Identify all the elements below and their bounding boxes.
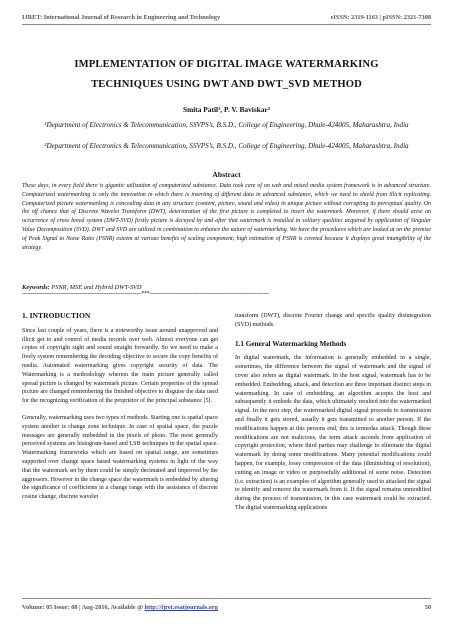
running-header [22, 14, 431, 21]
title-line-2: TECHNIQUES USING DWT AND DWT_SVD METHOD [91, 79, 362, 90]
subsection-heading-general-methods: 1.1 General Watermarking Methods [235, 339, 347, 348]
methods-paragraph-1: In digital watermark, the information is generally embedded in a single, sometimes, the difference between the signal of watermark and the signal of cover also refers as digital watermark. In the host signal, watermark has to be embedded. Embedding, attack, and detection are three important distinct steps in watermarking. In case of embedding, an algorithm accepts the host and subsequently it embeds the data, which ultimately resulted into the watermarked signal. In the next step, the watermarked digital signal proceeds to transmission and finally it gets stored, usually it gets transmitted to another person. If the modifications happen at this persons end, this is termedas attack. Though these modifications are not malicious, the term attack ascends from application of copyright protection, where third parties may challenge to eliminate the digital watermark by doing some modifications. Many potential modifications could happen, for example, lossy compression of the data (diminishing of resolution), cutting an image or video or purposefully additional of some noise. Detection (i.e. extraction) is an examples of algorithm generally used to attacked the signal to identify and remove the watermark from it. If the signal remains unmodified during the process of transmission, in this case watermark could be extracted. The digital watermarking applications [235, 355, 431, 511]
title-line-1: IMPLEMENTATION OF DIGITAL IMAGE WATERMARKING [74, 59, 379, 70]
page-number: 50 [424, 604, 431, 611]
keywords-label: Keywords: [22, 284, 50, 291]
left-column [22, 312, 218, 510]
footer-volume-text: Volume: 05 Issue: 08 | Aug-2016, Available @ [22, 604, 143, 611]
keywords-text: PSNR, MSE and Hybrid DWT-SVD [51, 284, 142, 291]
affiliation-1: ¹Department of Electronics & Telecommunication, SSVPS’s, B.S.D., College of Engineering, Dhule-424005, Maharashtra, India [44, 121, 409, 129]
footer-volume [22, 604, 218, 611]
running-footer [22, 604, 431, 611]
keywords [22, 284, 142, 291]
intro-paragraph-2: Generally, watermarking uses two types of methods. Starting one is spatial space system another is change zone technique. In case of spatial space, the puzzle messages are generally embedded in the pixels of photo. The most generally perceived systems are histogram-based and LSB techniques in the spatial space. Watermarking frameworks which are based on spatial range, are sometimes supported over change space based watermarking systems in light of the way that the watermark set by them could be simply decimated and improved by the aggressors. However in the change space the watermark is embedded by altering the significance of coefficients in a change range with the assistance of discrete cosine change, discrete wavelet [22, 414, 218, 501]
journal-link[interactable]: http://ijret.esatjournals.org [144, 604, 218, 611]
section-separator: ---------------------------------------------------------------------***--------------------------------------------------------------------- [22, 291, 269, 297]
intro-paragraph-1: Since last couple of years, there is a noteworthy issue around unapproved and illicit get to and control of media records over web. Almost everyone can get copies of copyright sight and sound straight forwardly. So we need to make a lively system remembering the decoding objective to secure the copy benefits of media. Automated watermarking gives copyright security of data. The Watermarking is a methodology wherein the main picture generally called spread picture is changed by watermark picture. Certain properties of the spread picture are changed remembering the finished objective to disguise the data used for the recognizing verification of the proprietor of the principal substance [5]. [22, 327, 218, 405]
paper-title [30, 55, 423, 95]
footer-rule [22, 598, 431, 599]
issn: eISSN: 2319-1163 | pISSN: 2321-7308 [330, 14, 431, 21]
intro-paragraph-3: transform (DWT), discrete Fourier change and specific quality disintegration (SVD) methods. [235, 313, 431, 328]
header-rule [22, 24, 431, 25]
section-heading-introduction: 1. INTRODUCTION [22, 311, 91, 320]
abstract-heading: Abstract [212, 170, 241, 179]
abstract-text: These days, in every field there is gigantic utilization of computerized substance. Data took care of on web and mixed media system framework is in advanced structure. Computerized watermarking is only the innovation in which there is inserting of different data in advanced substance, which we need to shield from illicit replicating. Computerized picture watermarking is concealing data in any structure (content, picture, sound and video) in unique picture without corrupting its perceptual quality. On the off chance that of Discrete Wavelet Transform (DWT), deterioration of the first picture is completed to insert the watermark. Moreover, if there should arise an occurrence of cross breed system (DWT-SVD) firstly picture is decayed by and after that watermark is installed in solitary qualities acquired by application of Singular Value Decomposition (SVD). DWT and SVD are utilized in combination to enhance the nature of watermarking. We have the procedures which are looked at on the premise of Peak Signal to Noise Ratio (PSNR) esteem at various benefits of scaling component; high estimation of PSNR is coveted because it displays great intangibility of the strategy. [22, 183, 431, 251]
journal-name: IJRET: International Journal of Research in Engineering and Technology [22, 14, 221, 21]
affiliation-2: ²Department of Electronics & Telecommunication, SSVPS’s, B.S.D., College of Engineering, Dhule-424005, Maharashtra, India [44, 142, 409, 150]
right-column [235, 312, 431, 521]
authors: Smita Patil¹, P. V. Baviskar² [182, 105, 271, 114]
